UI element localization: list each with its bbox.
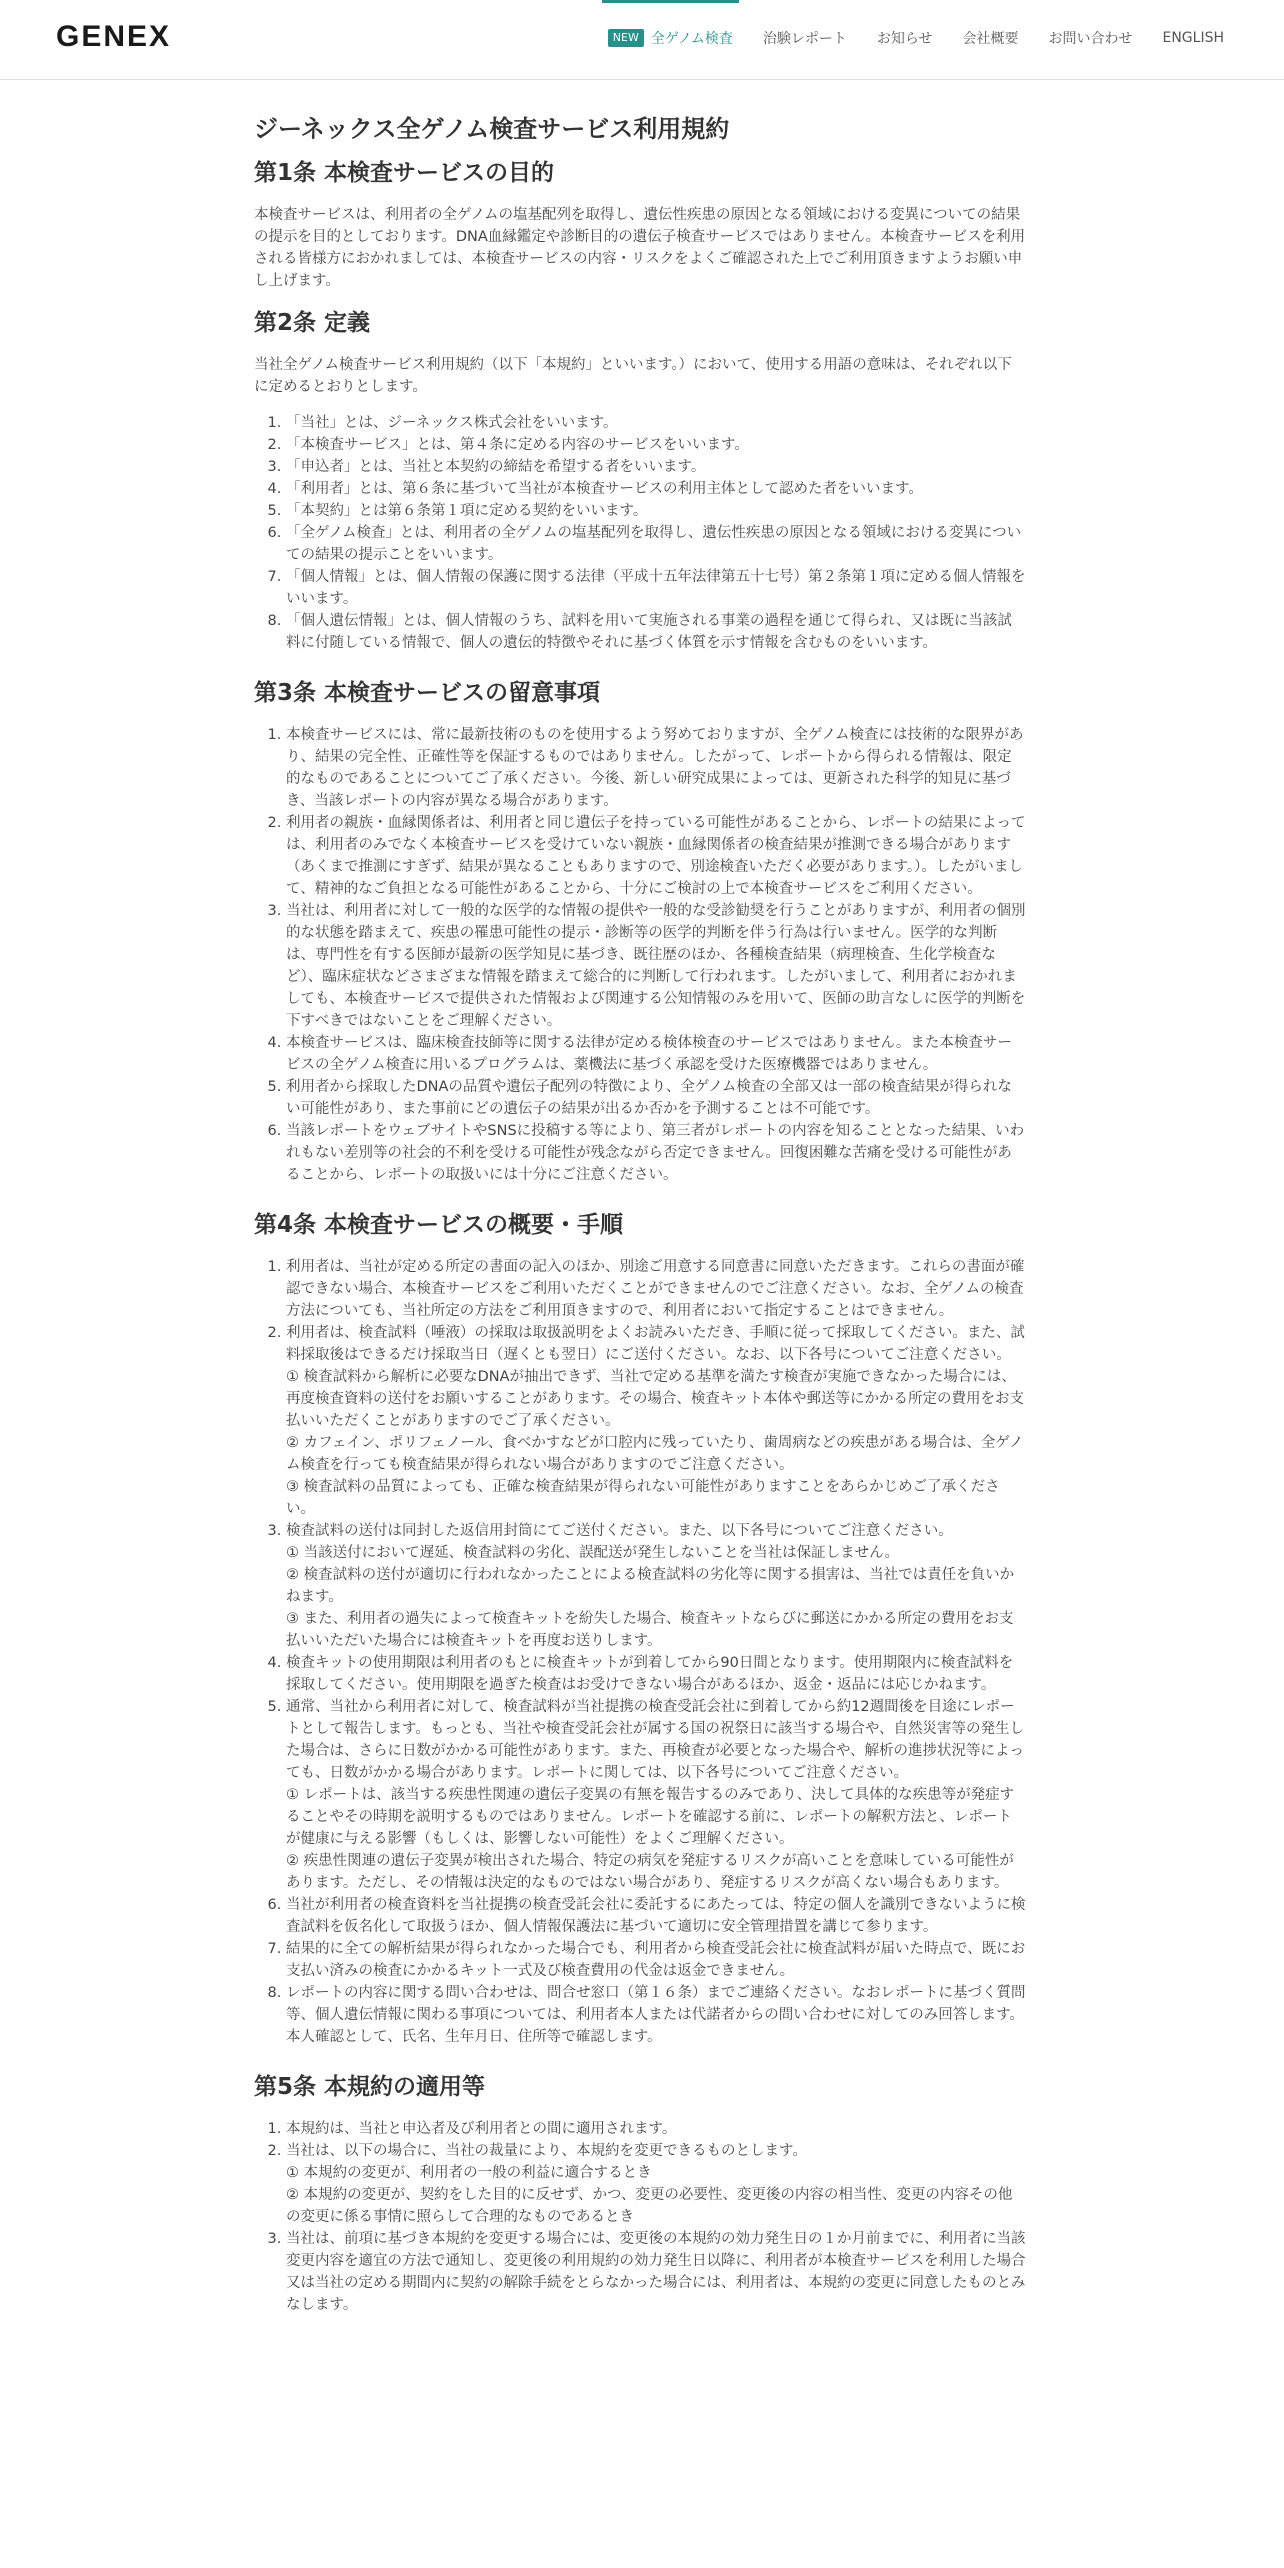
list-item <box>286 724 1026 812</box>
article-title: 第2条 定義 <box>254 310 371 336</box>
list-item <box>286 1032 1026 1076</box>
nav-item-label: 全ゲノム検査 <box>650 31 733 47</box>
list-item-text: 本規約は、当社と申込者及び利用者との間に適用されます。 <box>286 2121 677 2137</box>
list-item-text: 当社は、前項に基づき本規約を変更する場合には、変更後の本規約の効力発生日の１か月前までに、利用者に当該変更内容を適宜の方法で通知し、変更後の利用規約の効力発生日以降に、利用者が本検査サービスを利用した場合又は当社の定める期間内に契約の解除手続をとらなかった場合には、利用者は、本規約の変更に同意したものとみなします。 <box>286 2231 1026 2313</box>
list-item <box>286 1938 1026 1982</box>
list-item <box>286 812 1026 900</box>
list-item <box>286 610 1026 654</box>
list-item <box>286 412 1026 434</box>
article-item-list <box>254 2118 1026 2316</box>
list-item <box>286 2140 1026 2228</box>
list-item-text: 利用者は、当社が定める所定の書面の記入のほか、別途ご用意する同意書に同意いただきます。これらの書面が確認できない場合、本検査サービスをご利用いただくことができませんのでご注意ください。なお、全ゲノムの検査方法についても、当社所定の方法をご利用頂きますので、利用者において指定することはできません。 <box>286 1259 1025 1319</box>
list-item-text: 検査キットの使用期限は利用者のもとに検査キットが到着してから90日間となります。使用期限内に検査試料を採取してください。使用期限を過ぎた検査はお受けできない場合があるほか、返金・返品には応じかねます。 <box>286 1655 1014 1693</box>
new-badge: NEW <box>608 29 644 47</box>
nav-item-company[interactable]: 会社概要 <box>962 31 1019 47</box>
articles-container <box>254 156 1026 2316</box>
list-item <box>286 1120 1026 1186</box>
article-item-list <box>254 724 1026 1186</box>
article-title: 第1条 本検査サービスの目的 <box>254 160 555 186</box>
list-item-text: 「本検査サービス」とは、第４条に定める内容のサービスをいいます。 <box>286 437 749 453</box>
article-section <box>254 676 1026 1186</box>
list-item-text: 本検査サービスは、臨床検査技師等に関する法律が定める検体検査のサービスではありません。また本検査サービスの全ゲノム検査に用いるプログラムは、薬機法に基づく承認を受けた医療機器ではありません。 <box>286 1035 1012 1073</box>
list-item <box>286 1696 1026 1894</box>
list-item <box>286 566 1026 610</box>
list-item <box>286 1982 1026 2048</box>
list-item <box>286 522 1026 566</box>
article-title: 第3条 本検査サービスの留意事項 <box>254 680 601 706</box>
sub-item: ② 疾患性関連の遺伝子変異が検出された場合、特定の病気を発症するリスクが高いことを意味している可能性があります。ただし、その情報は決定的なものではない場合があり、発症するリスクが高くない場合もあります。 <box>286 1853 1014 1891</box>
nav-item-news[interactable]: お知らせ <box>876 31 933 47</box>
article-section <box>254 1208 1026 2048</box>
sub-item: ① 本規約の変更が、利用者の一般の利益に適合するとき <box>286 2165 652 2181</box>
article-section <box>254 2070 1026 2316</box>
list-item-text: 当社は、利用者に対して一般的な医学的な情報の提供や一般的な受診勧奨を行うことがありますが、利用者の個別的な状態を踏まえて、疾患の罹患可能性の提示・診断等の医学的判断を伴う行為は行いません。医学的な判断は、専門性を有する医師が最新の医学知見に基づき、既往歴のほか、各種検査結果（病理検査、生化学検査など）、臨床症状などさまざまな情報を踏まえて総合的に判断して行われます。したがいまして、利用者におかれましても、本検査サービスで提供された情報および関連する公知情報のみを用いて、医師の助言なしに医学的判断を下すべきではないことをご理解ください。 <box>286 903 1026 1029</box>
sub-item: ① 検査試料から解析に必要なDNAが抽出できず、当社で定める基準を満たす検査が実施できなかった場合には、再度検査資料の送付をお願いすることがあります。その場合、検査キット本体や郵送等にかかる所定の費用をお支払いいただくことがありますのでご了承ください。 <box>286 1369 1025 1429</box>
list-item-text: 「本契約」とは第６条第１項に定める契約をいいます。 <box>286 503 648 519</box>
list-item <box>286 478 1026 500</box>
list-item-text: 「当社」とは、ジーネックス株式会社をいいます。 <box>286 415 618 431</box>
list-item <box>286 1652 1026 1696</box>
list-item-text: 本検査サービスには、常に最新技術のものを使用するよう努めておりますが、全ゲノム検査には技術的な限界があり、結果の完全性、正確性等を保証するものではありません。したがって、レポートから得られる情報は、限定的なものであることについてご了承ください。今後、新しい研究成果によっては、更新された科学的知見に基づき、当該レポートの内容が異なる場合があります。 <box>286 727 1024 809</box>
list-item <box>286 2118 1026 2140</box>
list-item-text: 「全ゲノム検査」とは、利用者の全ゲノムの塩基配列を取得し、遺伝性疾患の原因となる領域における変異についての結果の提示ことをいいます。 <box>286 525 1022 563</box>
list-item-text: 当社は、以下の場合に、当社の裁量により、本規約を変更できるものとします。 <box>286 2143 807 2159</box>
nav-item-contact[interactable]: お問い合わせ <box>1048 31 1133 47</box>
article-item-list <box>254 412 1026 654</box>
list-item-text: 検査試料の送付は同封した返信用封筒にてご送付ください。また、以下各号についてご注意ください。 <box>286 1523 953 1539</box>
nav-item-english[interactable]: ENGLISH <box>1162 30 1224 46</box>
list-item-text: 当社が利用者の検査資料を当社提携の検査受託会社に委託するにあたっては、特定の個人を識別できないように検査試料を仮名化して取扱うほか、個人情報保護法に基づいて適切に安全管理措置を講じて参ります。 <box>286 1897 1026 1935</box>
article-title: 第5条 本規約の適用等 <box>254 2074 486 2100</box>
list-item-text: 結果的に全ての解析結果が得られなかった場合でも、利用者から検査受託会社に検査試料が届いた時点で、既にお支払い済みの検査にかかるキット一式及び検査費用の代金は返金できません。 <box>286 1941 1026 1979</box>
article-intro: 当社全ゲノム検査サービス利用規約（以下「本規約」といいます。）において、使用する用語の意味は、それぞれ以下に定めるとおりとします。 <box>254 357 1012 395</box>
list-item <box>286 1076 1026 1120</box>
article-intro: 本検査サービスは、利用者の全ゲノムの塩基配列を取得し、遺伝性疾患の原因となる領域における変異についての結果の提示を目的としております。DNA血縁鑑定や診断目的の遺伝子検査サービスではありません。本検査サービスを利用される皆様方におかれましては、本検査サービスの内容・リスクをよくご確認された上でご利用頂きますようお願い申し上げます。 <box>254 207 1026 289</box>
list-item <box>286 1520 1026 1652</box>
page-title: ジーネックス全ゲノム検査サービス利用規約 <box>254 115 730 143</box>
list-item-text: レポートの内容に関する問い合わせは、問合せ窓口（第１６条）までご連絡ください。なおレポートに基づく質問等、個人遺伝情報に関わる事項については、利用者本人または代諾者からの問い合わせに対してのみ回答します。本人確認として、氏名、生年月日、住所等で確認します。 <box>286 1985 1026 2045</box>
list-item <box>286 1322 1026 1520</box>
nav-item-whole-genome[interactable] <box>608 0 733 76</box>
list-item <box>286 500 1026 522</box>
list-item-text: 「申込者」とは、当社と本契約の締結を希望する者をいいます。 <box>286 459 706 475</box>
sub-item: ① 当該送付において遅延、検査試料の劣化、誤配送が発生しないことを当社は保証しません。 <box>286 1545 899 1561</box>
site-header <box>0 0 1284 80</box>
list-item-text: 「利用者」とは、第６条に基づいて当社が本検査サービスの利用主体として認めた者をいいます。 <box>286 481 923 497</box>
list-item <box>286 1894 1026 1938</box>
article-title: 第4条 本検査サービスの概要・手順 <box>254 1212 624 1238</box>
sub-item: ② 検査試料の送付が適切に行われなかったことによる検査試料の劣化等に関する損害は、当社では責任を負いかねます。 <box>286 1567 1015 1605</box>
terms-content <box>254 112 1026 2338</box>
nav-item-trial-report[interactable]: 治験レポート <box>762 31 847 47</box>
article-section <box>254 156 1026 292</box>
sub-item: ② 本規約の変更が、契約をした目的に反せず、かつ、変更の必要性、変更後の内容の相当性、変更の内容その他の変更に係る事情に照らして合理的なものであるとき <box>286 2187 1013 2225</box>
article-item-list <box>254 1256 1026 2048</box>
article-section <box>254 306 1026 654</box>
list-item-text: 利用者から採取したDNAの品質や遺伝子配列の特徴により、全ゲノム検査の全部又は一部の検査結果が得られない可能性があり、また事前にどの遺伝子の結果が出るか否かを予測することは不可能です。 <box>286 1079 1012 1117</box>
list-item <box>286 456 1026 478</box>
genex-logo[interactable]: GENEX <box>56 20 172 53</box>
list-item-text: 通常、当社から利用者に対して、検査試料が当社提携の検査受託会社に到着してから約12週間後を目途にレポートとして報告します。もっとも、当社や検査受託会社が属する国の祝祭日に該当する場合や、自然災害等の発生した場合は、さらに日数がかかる可能性があります。また、再検査が必要となった場合や、解析の進捗状況等によっても、日数がかかる場合があります。レポートに関しては、以下各号についてご注意ください。 <box>286 1699 1025 1781</box>
list-item-text: 利用者の親族・血縁関係者は、利用者と同じ遺伝子を持っている可能性があることから、レポートの結果によっては、利用者のみでなく本検査サービスを受けていない親族・血縁関係者の検査結果が推測できる場合があります（あくまで推測にすぎず、結果が異なることもありますので、別途検査いただく必要があります。）。したがいまして、精神的なご負担となる可能性があることから、十分にご検討の上で本検査サービスをご利用ください。 <box>286 815 1026 897</box>
sub-item: ③ 検査試料の品質によっても、正確な検査結果が得られない可能性がありますことをあらかじめご了承ください。 <box>286 1479 1000 1517</box>
list-item-text: 当該レポートをウェブサイトやSNSに投稿する等により、第三者がレポートの内容を知ることとなった結果、いわれもない差別等の社会的不利を受ける可能性が残念ながら否定できません。回復困難な苦痛を受ける可能性があることから、レポートの取扱いには十分にご注意ください。 <box>286 1123 1025 1183</box>
sub-item: ② カフェイン、ポリフェノール、食べかすなどが口腔内に残っていたり、歯周病などの疾患がある場合は、全ゲノム検査を行っても検査結果が得られない場合がありますのでご注意ください。 <box>286 1435 1024 1473</box>
list-item <box>286 1256 1026 1322</box>
list-item-text: 「個人情報」とは、個人情報の保護に関する法律（平成十五年法律第五十七号）第２条第１項に定める個人情報をいいます。 <box>286 569 1026 607</box>
list-item <box>286 434 1026 456</box>
sub-item: ① レポートは、該当する疾患性関連の遺伝子変異の有無を報告するのみであり、決して具体的な疾患等が発症することやその時期を説明するものではありません。レポートを確認する前に、レポートの解釈方法と、レポートが健康に与える影響（もしくは、影響しない可能性）をよくご理解ください。 <box>286 1787 1015 1847</box>
list-item <box>286 2228 1026 2316</box>
list-item <box>286 900 1026 1032</box>
sub-item: ③ また、利用者の過失によって検査キットを紛失した場合、検査キットならびに郵送にかかる所定の費用をお支払いいただいた場合には検査キットを再度お送りします。 <box>286 1611 1014 1649</box>
list-item-text: 「個人遺伝情報」とは、個人情報のうち、試料を用いて実施される事業の過程を通じて得られ、又は既に当該試料に付随している情報で、個人の遺伝的特徴やそれに基づく体質を示す情報を含むものをいいます。 <box>286 613 1012 651</box>
list-item-text: 利用者は、検査試料（唾液）の採取は取扱説明をよくお読みいただき、手順に従って採取してください。また、試料採取後はできるだけ採取当日（遅くとも翌日）にご送付ください。なお、以下各号についてご注意ください。 <box>286 1325 1025 1363</box>
main-nav <box>578 0 1224 76</box>
